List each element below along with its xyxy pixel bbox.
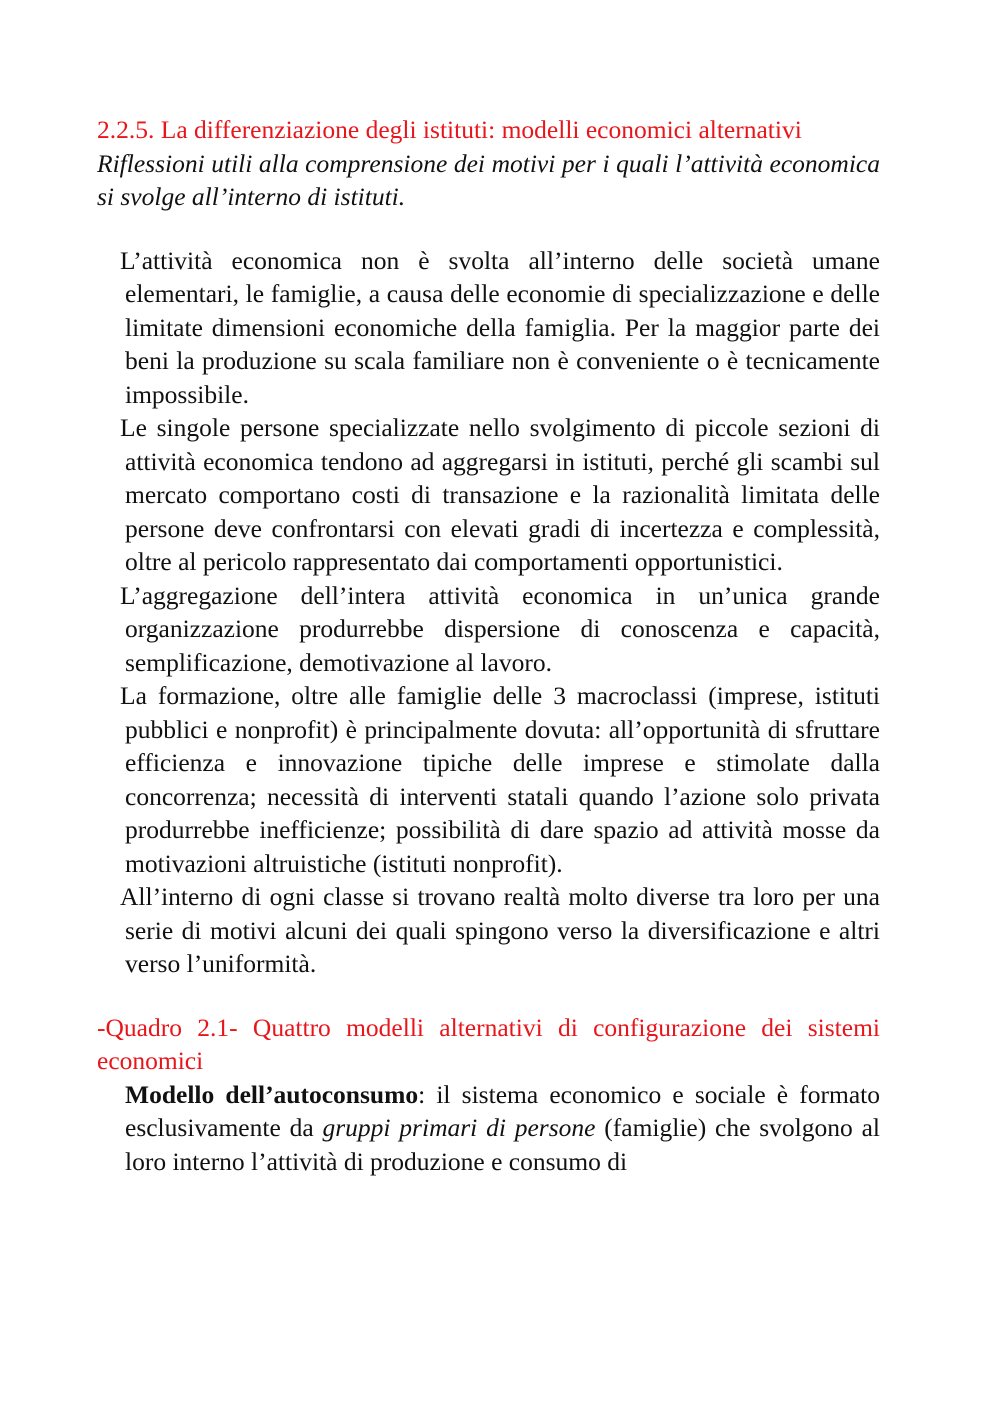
paragraph-2: Le singole persone specializzate nello svolgimento di piccole sezioni di attività economica tendono ad aggregarsi in istituti, perché gli scambi sul mercato comportano costi di transazione e la razionalità limitata delle persone deve confrontarsi con elevati gradi di incertezza e complessità, oltre al pericolo rappresentato dai comportamenti opportunistici. <box>120 413 880 576</box>
section-heading: 2.2.5. La differenziazione degli istituti: modelli economici alternativi <box>97 115 802 144</box>
paragraph-4: La formazione, oltre alle famiglie delle 3 macroclassi (imprese, istituti pubblici e nonprofit) è principalmente dovuta: all’opportunità di sfruttare efficienza e innovazione tipiche delle imprese e stimolate dalla concorrenza; necessità di interventi statali quando l’azione solo privata produrrebbe inefficienze; possibilità di dare spazio ad attività mosse da motivazioni altruistiche (istituti nonprofit). <box>120 681 880 878</box>
section-subtitle: Riflessioni utili alla comprensione dei motivi per i quali l’attività economica si svolge all’interno di istituti. <box>97 148 880 211</box>
model-text-italic: gruppi primari di persone <box>322 1113 596 1142</box>
paragraph-5: All’interno di ogni classe si trovano realtà molto diverse tra loro per una serie di motivi alcuni dei quali spingono verso la diversificazione e altri verso l’uniformità. <box>120 882 880 978</box>
paragraph-3: L’aggregazione dell’intera attività economica in un’unica grande organizzazione produrrebbe dispersione di conoscenza e capacità, semplificazione, demotivazione al lavoro. <box>120 580 880 677</box>
quadro-heading: -Quadro 2.1- Quattro modelli alternativi di configurazione dei sistemi economici <box>97 1012 880 1075</box>
model-title: Modello dell’autoconsumo <box>125 1079 419 1109</box>
model-paragraph <box>97 1078 880 1179</box>
model-text-2: (famiglie) che svolgono al loro interno l’attività di produzione e consumo di <box>125 1113 880 1176</box>
document-page <box>97 113 880 1178</box>
model-text-1: : il sistema economico e sociale è formato esclusivamente da <box>125 1079 880 1142</box>
paragraph-1: L’attività economica non è svolta all’interno delle società umane elementari, le famiglie, a causa delle economie di specializzazione e delle limitate dimensioni economiche della famiglia. Per la maggior parte dei beni la produzione su scala familiare non è conveniente o è tecnicamente impossibile. <box>120 245 880 409</box>
